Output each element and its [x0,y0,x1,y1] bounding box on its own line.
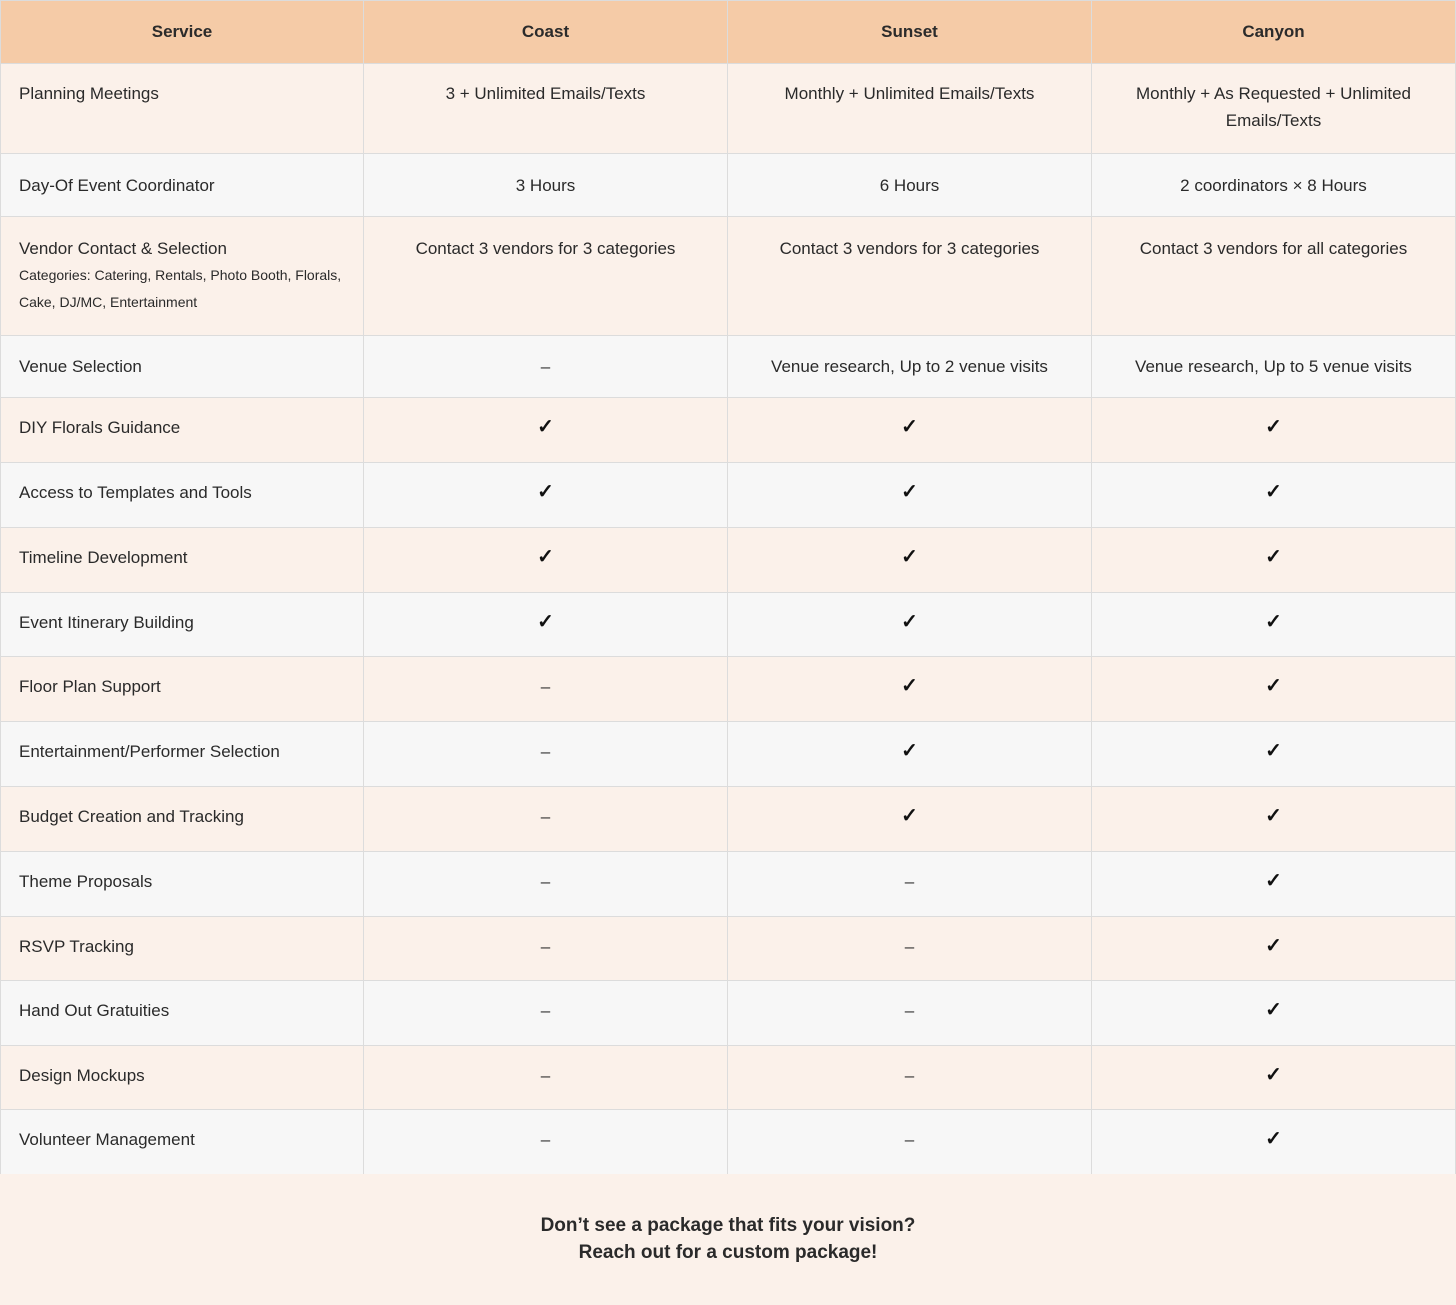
sunset-cell [728,398,1092,463]
canyon-cell [1092,1110,1456,1175]
service-cell [1,1110,364,1175]
sunset-cell [728,981,1092,1046]
checkmark-icon: ✓ [901,675,918,697]
coast-cell [364,722,728,787]
coast-cell [364,593,728,657]
custom-package-callout [0,1174,1456,1305]
table-row [1,722,1456,787]
header-service: Service [1,1,364,64]
cell-value: Contact 3 vendors for 3 categories [779,239,1040,258]
checkmark-icon: ✓ [1265,740,1282,762]
coast-cell [364,217,728,336]
service-cell [1,657,364,722]
checkmark-icon: ✓ [537,611,554,633]
table-header [1,1,1456,64]
service-label: Vendor Contact & Selection [19,239,227,258]
header-sunset: Sunset [728,1,1092,64]
canyon-cell [1092,398,1456,463]
callout-line-2: Reach out for a custom package! [578,1242,878,1263]
service-sublabel: Categories: Catering, Rentals, Photo Booth, Florals, Cake, DJ/MC, Entertainment [19,267,342,310]
header-row [1,1,1456,64]
coast-cell [364,981,728,1046]
not-included-dash: – [904,1001,915,1020]
checkmark-icon: ✓ [1265,805,1282,827]
service-label: Theme Proposals [19,872,153,891]
checkmark-icon: ✓ [537,481,554,503]
coast-cell [364,657,728,722]
checkmark-icon: ✓ [1265,1064,1282,1086]
checkmark-icon: ✓ [1265,416,1282,438]
canyon-cell [1092,981,1456,1046]
cell-value: 2 coordinators × 8 Hours [1180,176,1367,195]
table-row [1,593,1456,657]
cell-value: Venue research, Up to 2 venue visits [771,357,1048,376]
checkmark-icon: ✓ [1265,675,1282,697]
sunset-cell [728,722,1092,787]
checkmark-icon: ✓ [901,416,918,438]
service-label: Day-Of Event Coordinator [19,176,215,195]
not-included-dash: – [540,1001,551,1020]
not-included-dash: – [540,1066,551,1085]
table-row [1,336,1456,398]
coast-cell [364,398,728,463]
not-included-dash: – [540,677,551,696]
sunset-cell [728,852,1092,917]
coast-cell [364,1110,728,1175]
cell-value: Venue research, Up to 5 venue visits [1135,357,1412,376]
not-included-dash: – [904,1066,915,1085]
coast-cell [364,917,728,981]
header-canyon: Canyon [1092,1,1456,64]
canyon-cell [1092,787,1456,852]
service-cell [1,1046,364,1110]
checkmark-icon: ✓ [1265,546,1282,568]
service-label: Planning Meetings [19,84,159,103]
service-cell [1,217,364,336]
service-cell [1,722,364,787]
sunset-cell [728,593,1092,657]
service-cell [1,463,364,528]
sunset-cell [728,217,1092,336]
sunset-cell [728,1046,1092,1110]
canyon-cell [1092,154,1456,217]
checkmark-icon: ✓ [1265,935,1282,957]
service-label: Entertainment/Performer Selection [19,742,280,761]
checkmark-icon: ✓ [901,805,918,827]
canyon-cell [1092,336,1456,398]
sunset-cell [728,787,1092,852]
table-row [1,154,1456,217]
service-label: Event Itinerary Building [19,613,194,632]
sunset-cell [728,917,1092,981]
service-label: DIY Florals Guidance [19,418,181,437]
service-label: Volunteer Management [19,1130,195,1149]
coast-cell [364,528,728,593]
canyon-cell [1092,657,1456,722]
cell-value: 6 Hours [879,176,940,195]
checkmark-icon: ✓ [537,546,554,568]
checkmark-icon: ✓ [1265,481,1282,503]
table-body [1,64,1456,1175]
canyon-cell [1092,852,1456,917]
canyon-cell [1092,463,1456,528]
service-label: RSVP Tracking [19,937,134,956]
table-row [1,528,1456,593]
sunset-cell [728,336,1092,398]
not-included-dash: – [540,872,551,891]
sunset-cell [728,528,1092,593]
cell-value: Monthly + Unlimited Emails/Texts [784,84,1035,103]
table-row [1,787,1456,852]
service-label: Timeline Development [19,548,188,567]
service-label: Budget Creation and Tracking [19,807,244,826]
canyon-cell [1092,917,1456,981]
service-cell [1,336,364,398]
checkmark-icon: ✓ [1265,1128,1282,1150]
service-label: Design Mockups [19,1066,145,1085]
not-included-dash: – [540,937,551,956]
checkmark-icon: ✓ [537,416,554,438]
coast-cell [364,463,728,528]
table-row [1,64,1456,154]
service-cell [1,787,364,852]
sunset-cell [728,1110,1092,1175]
checkmark-icon: ✓ [1265,611,1282,633]
coast-cell [364,154,728,217]
not-included-dash: – [540,1130,551,1149]
sunset-cell [728,657,1092,722]
table-row [1,1110,1456,1175]
canyon-cell [1092,64,1456,154]
checkmark-icon: ✓ [1265,870,1282,892]
sunset-cell [728,154,1092,217]
not-included-dash: – [904,872,915,891]
cell-value: Contact 3 vendors for 3 categories [415,239,676,258]
service-cell [1,852,364,917]
table-row [1,981,1456,1046]
coast-cell [364,787,728,852]
checkmark-icon: ✓ [1265,999,1282,1021]
not-included-dash: – [540,357,551,376]
coast-cell [364,1046,728,1110]
service-cell [1,593,364,657]
cell-value: Contact 3 vendors for all categories [1139,239,1408,258]
not-included-dash: – [540,807,551,826]
service-cell [1,398,364,463]
service-cell [1,528,364,593]
not-included-dash: – [904,1130,915,1149]
service-label: Hand Out Gratuities [19,1001,170,1020]
canyon-cell [1092,593,1456,657]
coast-cell [364,852,728,917]
service-label: Venue Selection [19,357,142,376]
table-row [1,398,1456,463]
table-row [1,917,1456,981]
coast-cell [364,64,728,154]
coast-cell [364,336,728,398]
cell-value: 3 Hours [515,176,576,195]
service-cell [1,917,364,981]
table-row [1,1046,1456,1110]
not-included-dash: – [904,937,915,956]
cell-value: 3 + Unlimited Emails/Texts [445,84,646,103]
table-row [1,657,1456,722]
not-included-dash: – [540,742,551,761]
canyon-cell [1092,528,1456,593]
header-coast: Coast [364,1,728,64]
service-label: Floor Plan Support [19,677,161,696]
sunset-cell [728,463,1092,528]
table-row [1,852,1456,917]
canyon-cell [1092,722,1456,787]
service-label: Access to Templates and Tools [19,483,252,502]
service-cell [1,64,364,154]
checkmark-icon: ✓ [901,481,918,503]
table-row [1,463,1456,528]
sunset-cell [728,64,1092,154]
canyon-cell [1092,217,1456,336]
service-cell [1,154,364,217]
callout-line-1: Don’t see a package that fits your vision? [540,1215,916,1236]
checkmark-icon: ✓ [901,546,918,568]
checkmark-icon: ✓ [901,740,918,762]
canyon-cell [1092,1046,1456,1110]
service-cell [1,981,364,1046]
table-row [1,217,1456,336]
checkmark-icon: ✓ [901,611,918,633]
cell-value: Monthly + As Requested + Unlimited Emails/Texts [1136,84,1411,130]
